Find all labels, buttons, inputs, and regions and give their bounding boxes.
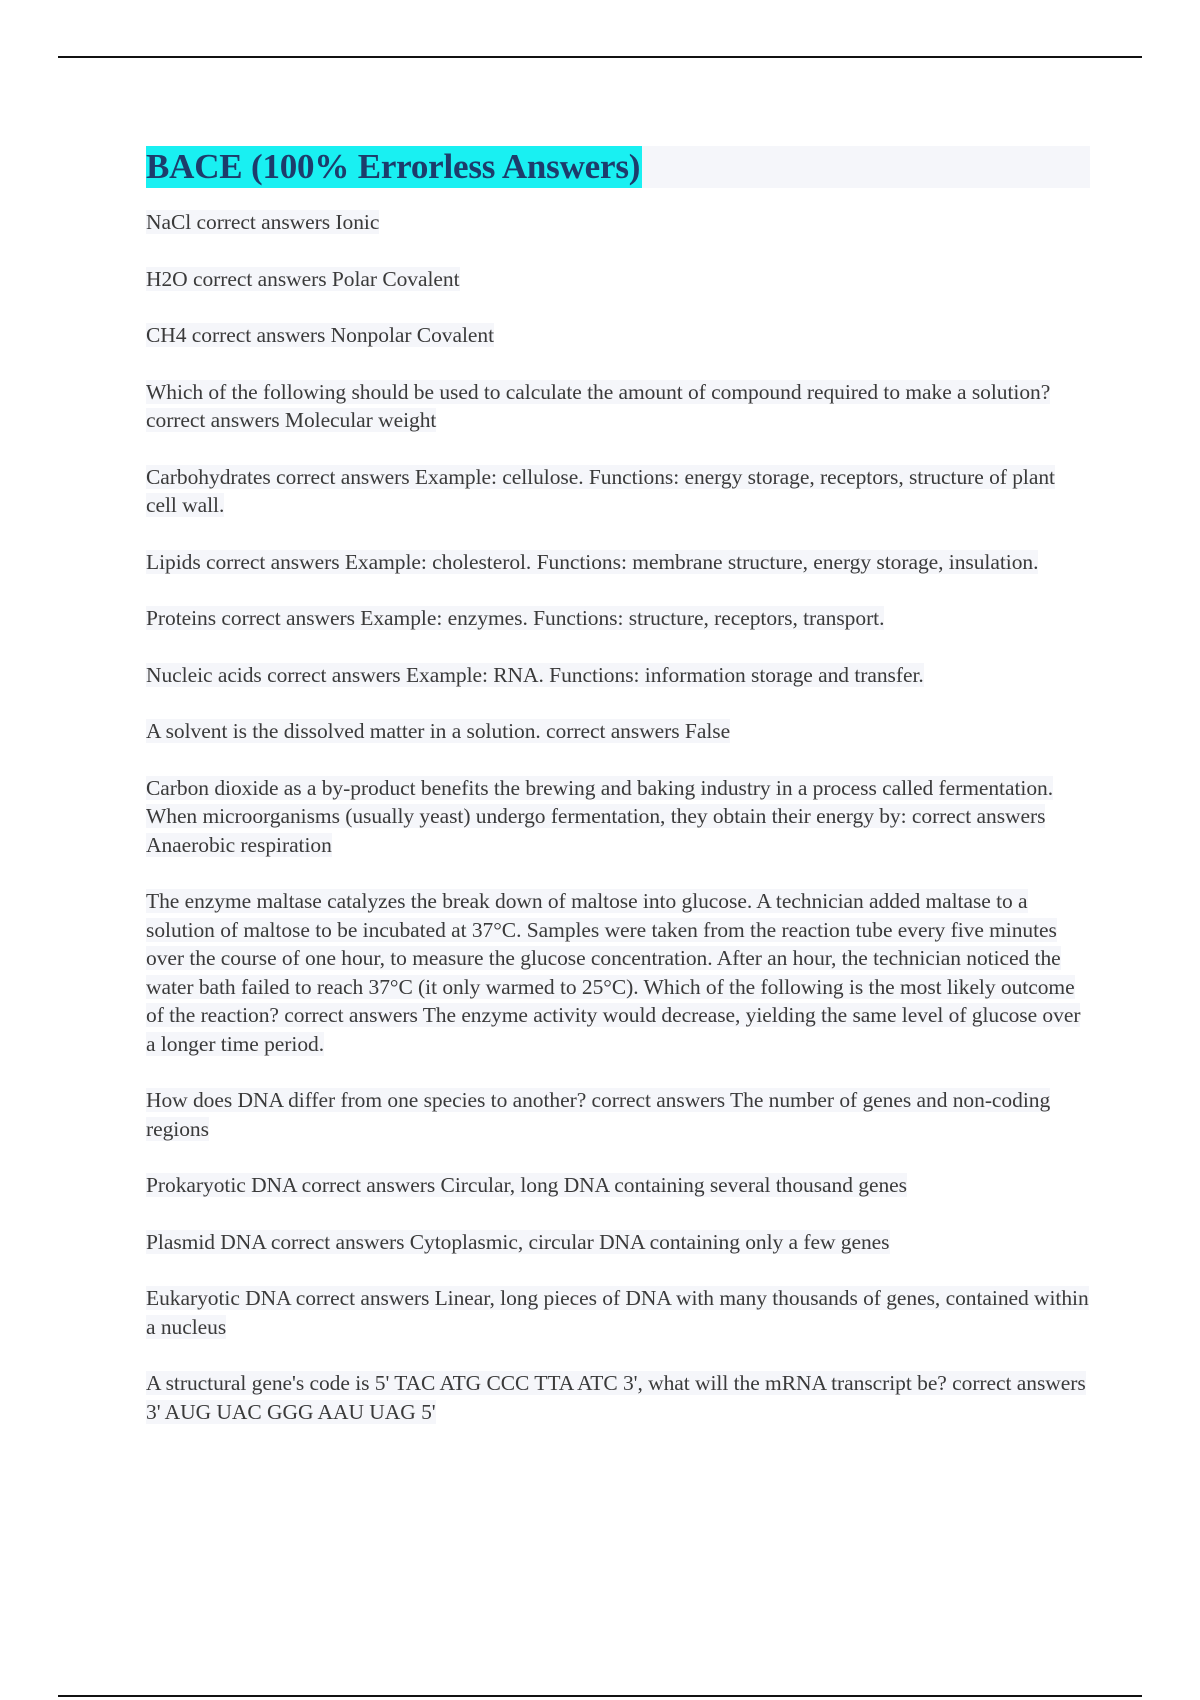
qa-item: Carbon dioxide as a by-product benefits the brewing and baking industry in a process called fermentation. When microorganisms (usually yeast) undergo fermentation, they obtain their energy by: correct answers Anaerobic respiration: [146, 775, 1054, 857]
qa-item: A structural gene's code is 5' TAC ATG CCC TTA ATC 3', what will the mRNA transcript be? correct answers 3' AUG UAC GGG AAU UAG 5': [146, 1371, 1086, 1424]
qa-item: Prokaryotic DNA correct answers Circular, long DNA containing several thousand genes: [146, 1173, 907, 1197]
qa-item: Nucleic acids correct answers Example: RNA. Functions: information storage and transfer.: [146, 662, 924, 687]
header-rule: [58, 56, 1142, 58]
qa-item: Eukaryotic DNA correct answers Linear, long pieces of DNA with many thousands of genes, contained within a nucleus: [146, 1286, 1089, 1339]
document-title: BACE (100% Errorless Answers): [146, 147, 641, 186]
qa-item: H2O correct answers Polar Covalent: [146, 266, 460, 291]
qa-list: [146, 208, 1090, 1426]
qa-item: Carbohydrates correct answers Example: cellulose. Functions: energy storage, receptors, structure of plant cell wall.: [146, 464, 1055, 517]
footer-rule: [58, 1695, 1142, 1697]
qa-item: A solvent is the dissolved matter in a solution. correct answers False: [146, 719, 731, 743]
qa-item: Which of the following should be used to calculate the amount of compound required to make a solution? correct answers Molecular weight: [146, 379, 1051, 432]
qa-item: How does DNA differ from one species to another? correct answers The number of genes and non-coding regions: [146, 1088, 1051, 1141]
qa-item: NaCl correct answers Ionic: [146, 210, 380, 234]
qa-item: Lipids correct answers Example: cholesterol. Functions: membrane structure, energy storage, insulation.: [146, 549, 1039, 574]
qa-item: CH4 correct answers Nonpolar Covalent: [146, 323, 495, 347]
qa-item: The enzyme maltase catalyzes the break down of maltose into glucose. A technician added maltase to a solution of maltose to be incubated at 37°C. Samples were taken from the reaction tube every five minutes over the course of one hour, to measure the glucose concentration. After an hour, the technician noticed the water bath failed to reach 37°C (it only warmed to 25°C). Which of the following is the most likely outcome of the reaction? correct answers The enzyme activity would decrease, yielding the same level of glucose over a longer time period.: [146, 889, 1081, 1056]
title-band: [146, 146, 1090, 188]
document-body: [146, 146, 1090, 1454]
qa-item: Proteins correct answers Example: enzymes. Functions: structure, receptors, transport.: [146, 606, 885, 630]
qa-item: Plasmid DNA correct answers Cytoplasmic, circular DNA containing only a few genes: [146, 1229, 890, 1254]
